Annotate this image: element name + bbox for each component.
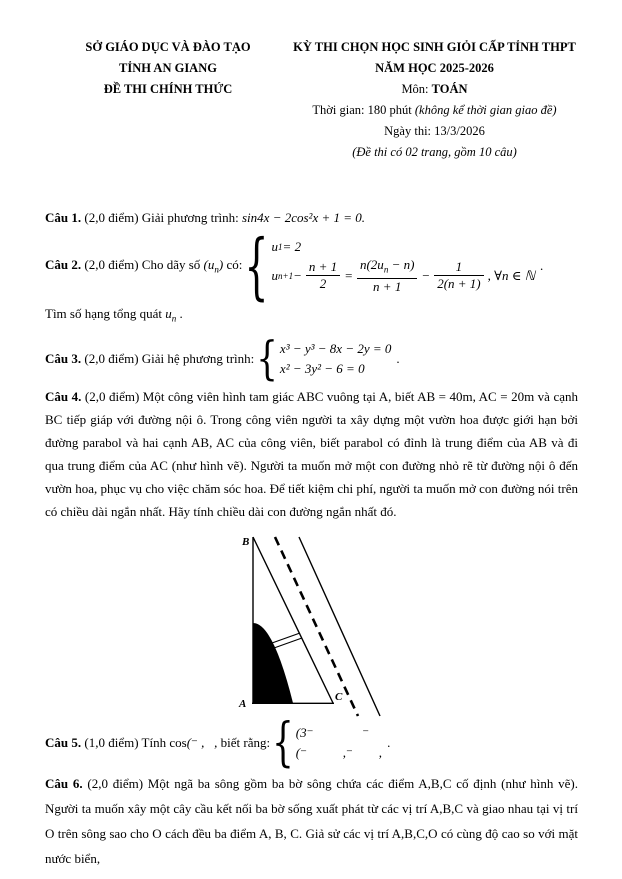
system-line-2: (⁻ ,⁻ , xyxy=(295,745,383,761)
issuer-block xyxy=(45,37,291,163)
question-2-points: (2,0 điểm) xyxy=(81,257,142,272)
sequence-symbol xyxy=(203,257,224,275)
page-content xyxy=(0,37,622,871)
system-brace: { xyxy=(244,223,269,308)
fraction-3 xyxy=(434,259,483,292)
question-3-label: Câu 3. xyxy=(45,351,82,367)
system-lines xyxy=(272,237,535,295)
question-3-text: Giải hệ phương trình: xyxy=(141,351,255,367)
fraction-2-num-sub: n xyxy=(383,264,389,275)
question-4-body: Một công viên hình tam giác ABC vuông tại A, biết AB = 40m, AC = 20m và cạnh BC tiếp giáp với đường nội ô. Trong công viên người ta xây dựng một vườn hoa được giới hạn bởi đường parabol và hai cạnh AB, AC của công viên, biết parabol có đỉnh là trung điểm của AB và đi qua trung điểm của AC (như hình vẽ). Người ta muốn mở một con đường nhỏ rẽ từ đường nội ô đến vườn hoa, phục vụ cho việc chăm sóc hoa. Để tiết kiệm chi phí, người ta muốn mở con đường nói trên có chiều dài ngắn nhất. Hãy tính chiều dài con đường ngắn nhất đó. xyxy=(45,389,578,520)
school-year: NĂM HỌC 2025-2026 xyxy=(375,61,494,75)
followup-text: Tìm số hạng tổng quát xyxy=(45,305,166,321)
question-6-body: Một ngã ba sông gồm ba bờ sông chứa các điểm A,B,C cố định (như hình vẽ). Người ta muốn xây một cây cầu kết nối ba bờ sống xuất phát từ các vị trí A,B,C và giao nhau tại vị trí O trên sông sao cho O cách đều ba điểm A, B, C. Giả sử các vị trí A,B,C,O có cùng độ cao so với mặt nước biển, xyxy=(45,776,578,867)
fraction-2-den: n + 1 xyxy=(357,278,417,295)
seq-open: (u xyxy=(203,257,215,272)
u-n-sub: n xyxy=(171,313,177,324)
question-6-points: (2,0 điểm) xyxy=(82,776,148,792)
vertex-b-label: B xyxy=(241,536,249,549)
park-diagram xyxy=(237,527,387,719)
question-5-text2: biết rằng: xyxy=(217,735,271,751)
figure-parabola-park xyxy=(45,527,578,719)
u-next-base: u xyxy=(271,267,279,283)
u-sub: 1 xyxy=(278,242,283,252)
fraction-2-num-pre: n(2u xyxy=(359,257,384,272)
system-line-2: x² − 3y² − 6 = 0 xyxy=(279,361,365,377)
question-2-text: Cho dãy số xyxy=(141,257,204,272)
u-n-symbol xyxy=(165,305,177,324)
question-1-label: Câu 1. xyxy=(45,210,82,225)
system-lines xyxy=(296,723,382,763)
question-2-label: Câu 2. xyxy=(45,257,82,272)
issuer-line-2: TỈNH AN GIANG xyxy=(119,61,217,75)
exam-title: KỲ THI CHỌN HỌC SINH GIỎI CẤP TỈNH THPT xyxy=(293,40,576,54)
fraction-1-num: n + 1 xyxy=(308,259,338,275)
minus-sign-2: − xyxy=(421,267,431,283)
question-1-formula: sin4x − 2cos²x + 1 = 0. xyxy=(242,210,366,225)
question-2 xyxy=(45,223,578,308)
exam-header xyxy=(45,37,578,163)
question-1-points: (2,0 điểm) xyxy=(81,210,142,225)
question-1 xyxy=(45,207,578,229)
system-brace: { xyxy=(272,712,294,775)
question-5-points: (1,0 điểm) xyxy=(81,735,142,751)
vector-system xyxy=(272,712,383,775)
question-3 xyxy=(45,332,578,387)
question-4-label: Câu 4. xyxy=(45,389,82,405)
cos-argument-fragment: (⁻ , , xyxy=(186,735,218,751)
forall-condition: , ∀n ∈ ℕ xyxy=(487,267,536,283)
path-lower-line xyxy=(274,638,302,648)
followup-dot: . xyxy=(176,305,183,321)
vertex-c-label: C xyxy=(334,691,342,704)
fraction-2-num xyxy=(357,257,417,278)
question-2-intro xyxy=(45,257,242,275)
minus-sign: − xyxy=(293,267,302,283)
pages-note: (Đề thi có 02 trang, gồm 10 câu) xyxy=(352,145,517,159)
system-line-2 xyxy=(272,257,535,295)
system-lines xyxy=(280,339,391,379)
road-outer-line xyxy=(299,537,380,716)
path-upper-line xyxy=(272,633,300,643)
question-3-intro xyxy=(45,351,254,367)
fraction-1 xyxy=(306,259,340,292)
question-1-text: Giải phương trình: xyxy=(141,210,242,225)
seq-close: ) xyxy=(218,257,224,272)
subject-value: TOÁN xyxy=(431,82,468,96)
system-line-1: x³ − y³ − 8x − 2y = 0 xyxy=(279,341,392,357)
question-4 xyxy=(45,385,578,523)
fraction-2 xyxy=(357,257,417,295)
sentence-dot: . xyxy=(387,735,391,751)
time-note: (không kể thời gian giao đề) xyxy=(414,103,557,117)
exam-info-block xyxy=(291,37,578,163)
time-line xyxy=(291,100,578,121)
question-6-label: Câu 6. xyxy=(45,776,83,792)
u-rest: = 2 xyxy=(282,239,302,254)
question-5 xyxy=(45,712,578,775)
vertex-a-label: A xyxy=(238,698,246,711)
system-line-1: (3⁻ ⁻ xyxy=(295,725,370,741)
subject-label: Môn: xyxy=(401,82,432,96)
issuer-line-1: SỞ GIÁO DỤC VÀ ĐÀO TẠO xyxy=(85,40,251,54)
question-2-followup xyxy=(45,303,578,330)
u-base: u xyxy=(271,239,279,254)
recurrence-system xyxy=(244,223,536,308)
question-2-text2: có: xyxy=(223,257,243,272)
question-6 xyxy=(45,771,578,871)
question-3-points: (2,0 điểm) xyxy=(81,351,142,367)
question-5-text: Tính cos xyxy=(141,735,187,751)
seq-sub: n xyxy=(214,264,219,275)
system-brace: { xyxy=(256,332,278,387)
subject-line xyxy=(291,79,578,100)
u-next-sub: n+1 xyxy=(278,270,294,281)
sentence-dot: . xyxy=(540,257,544,273)
time-label: Thời gian: 180 phút xyxy=(312,103,415,117)
issuer-line-3: ĐỀ THI CHÍNH THỨC xyxy=(103,82,233,96)
equation-system xyxy=(256,332,392,387)
equals-sign: = xyxy=(344,267,353,283)
fraction-2-num-post: − n) xyxy=(388,257,415,272)
fraction-3-den: 2(n + 1) xyxy=(434,275,483,292)
flower-garden-parabola xyxy=(253,623,293,703)
fraction-1-den: 2 xyxy=(306,275,340,292)
exam-date: Ngày thi: 13/3/2026 xyxy=(384,124,485,138)
fraction-3-num: 1 xyxy=(455,259,463,275)
sentence-dot: . xyxy=(396,351,400,367)
question-5-intro xyxy=(45,735,270,751)
question-5-label: Câu 5. xyxy=(45,735,82,751)
question-4-points: (2,0 điểm) xyxy=(81,389,143,405)
u-n-base: u xyxy=(165,305,172,321)
system-line-1 xyxy=(272,237,535,257)
